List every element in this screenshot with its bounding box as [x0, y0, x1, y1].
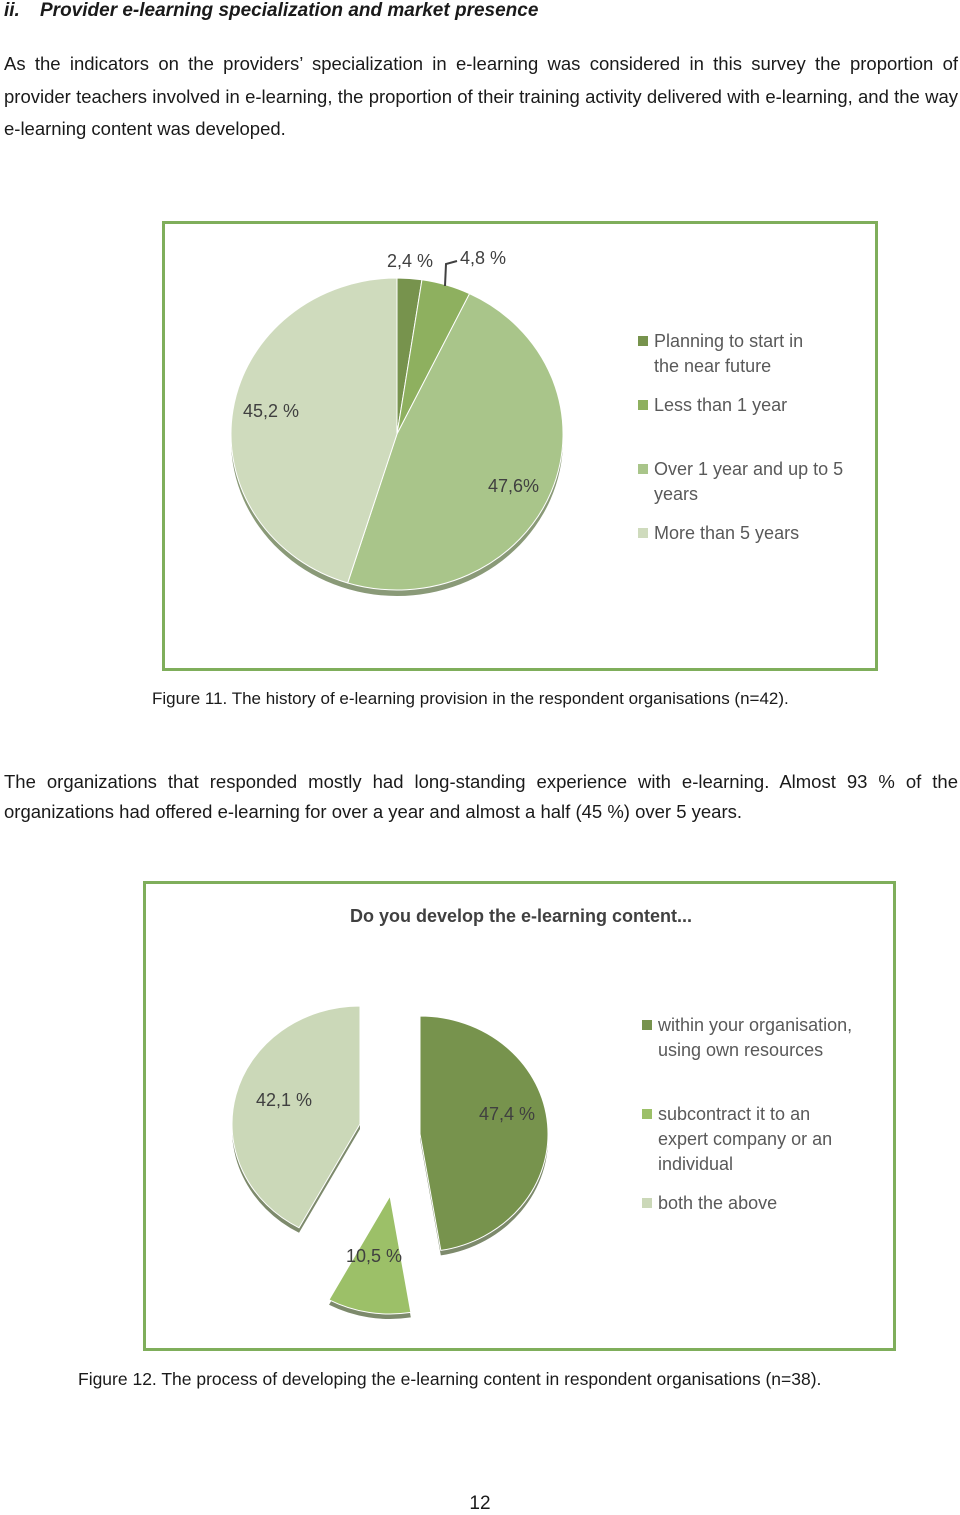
pie1-legend-swatch-less-than-1-year	[638, 400, 648, 410]
pie2-title: Do you develop the e-learning content...	[349, 906, 693, 926]
pie1-legend-label-more-than-5-years: More than 5 years	[654, 523, 800, 543]
intro-paragraph: As the indicators on the providers’ specialization in e-learning was considered in this survey the proportion of provider teachers involved in e-learning, the proportion of their training activity delivered with e-learning, and the way e-learning content was developed.	[4, 53, 958, 139]
pie1-legend-label-less-than-1-year: Less than 1 year	[654, 395, 788, 415]
pie1-legend-swatch-over-1-year-and-up-to-5-years	[638, 464, 648, 474]
page-number: 12	[469, 1493, 491, 1514]
pie1-value-label-less-than-1-year: 4,8 %	[460, 248, 507, 268]
pie1-legend-swatch-planning-to-start-in-the-near-future	[638, 336, 648, 346]
pie2-legend-label-both-the-above: both the above	[658, 1193, 778, 1213]
pie1-legend-swatch-more-than-5-years	[638, 528, 648, 538]
pie1-legend-label-planning-to-start-in-the-near-future: Planning to start in the near future	[654, 331, 804, 376]
findings-paragraph: The organizations that responded mostly had long-standing experience with e-learning. Almost 93 % of the organizations had offered e-learning for over a year and almost a half (45 %) over 5 years.	[4, 771, 958, 822]
pie1-value-label-planning-to-start-in-the-near-future: 2,4 %	[387, 251, 434, 271]
pie2-legend-swatch-both-the-above	[642, 1198, 652, 1208]
figure11-caption: Figure 11. The history of e-learning provision in the respondent organisations (n=42).	[152, 689, 789, 708]
section-title: Provider e-learning specialization and market presence	[40, 0, 539, 21]
figure12-chart	[143, 881, 896, 1351]
pie1-legend-label-over-1-year-and-up-to-5-years: Over 1 year and up to 5 years	[654, 459, 844, 504]
pie1-value-label-over-1-year-and-up-to-5-years: 47,6%	[488, 476, 540, 496]
figure12-pie-svg	[146, 884, 893, 1348]
figure11-pie-svg	[165, 224, 875, 668]
pie2-slice-within-your-organisation-using-own-resources	[420, 1016, 548, 1250]
pie1-leader-line	[445, 261, 457, 286]
figure11-chart	[162, 221, 878, 671]
pie2-legend-swatch-subcontract-it-to-an-expert-company-or-an-individual	[642, 1109, 652, 1119]
pie2-value-label-within-your-organisation-using-own-resources: 47,4 %	[479, 1104, 536, 1124]
pie2-value-label-subcontract-it-to-an-expert-company-or-an-individual: 10,5 %	[346, 1246, 403, 1266]
pie2-legend-swatch-within-your-organisation-using-own-resources	[642, 1020, 652, 1030]
pie2-legend-label-subcontract-it-to-an-expert-company-or-an-individual: subcontract it to an expert company or an individual	[658, 1104, 833, 1174]
pie2-value-label-both-the-above: 42,1 %	[256, 1090, 313, 1110]
pie1-value-label-more-than-5-years: 45,2 %	[243, 401, 300, 421]
section-number: ii.	[4, 0, 20, 21]
pie2-slice-both-the-above	[232, 1006, 360, 1228]
pie2-legend-label-within-your-organisation-using-own-resources: within your organisation, using own resources	[658, 1015, 853, 1060]
figure12-caption: Figure 12. The process of developing the e-learning content in respondent organisations (n=38).	[78, 1369, 822, 1389]
section-heading	[4, 0, 538, 22]
